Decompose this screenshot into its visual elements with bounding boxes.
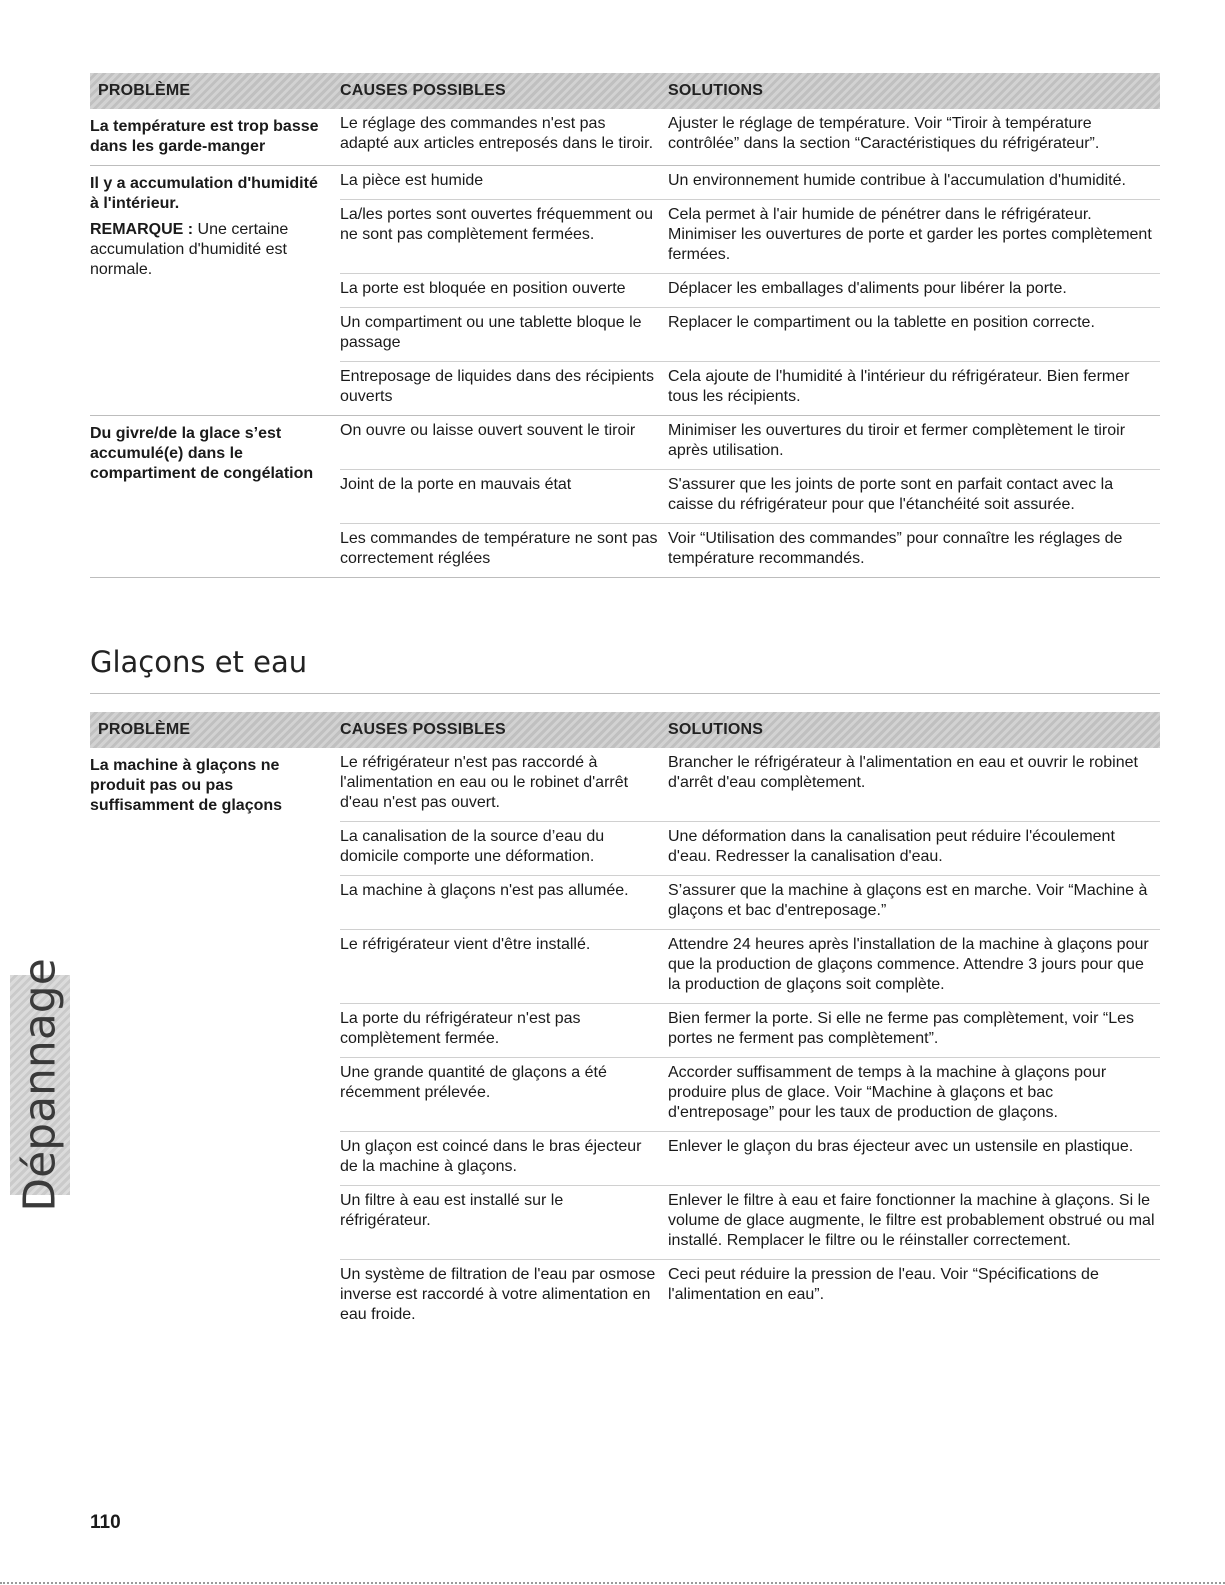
note-text: Une certaine accumulation d'humidité est normale. — [90, 221, 289, 278]
cause-cell: Joint de la porte en mauvais état — [340, 476, 572, 493]
table-row — [340, 930, 1160, 1004]
header-problem: PROBLÈME — [98, 721, 191, 738]
problem-group — [90, 109, 1160, 166]
solution-cell: Accorder suffisamment de temps à la machine à glaçons pour produire plus de glace. Voir “Machine à glaçons et bac d'entreposage” pour les taux de production de glaçons. — [668, 1064, 1107, 1121]
troubleshooting-table-1 — [90, 73, 1160, 578]
cause-cell: Un filtre à eau est installé sur le réfrigérateur. — [340, 1192, 564, 1229]
problem-note — [90, 220, 330, 280]
cause-cell: La pièce est humide — [340, 172, 484, 189]
problem-text: Il y a accumulation d'humidité à l'intérieur. — [90, 175, 318, 212]
problem-text: Du givre/de la glace s’est accumulé(e) dans le compartiment de congélation — [90, 425, 314, 482]
section-title: Glaçons et eau — [90, 645, 1160, 694]
note-label: REMARQUE : — [90, 221, 194, 238]
cause-cell: La porte du réfrigérateur n'est pas complètement fermée. — [340, 1010, 581, 1047]
problem-cell — [90, 109, 340, 165]
header-causes: CAUSES POSSIBLES — [340, 721, 506, 738]
table-row — [340, 362, 1160, 415]
problem-cell — [90, 416, 340, 577]
header-problem: PROBLÈME — [98, 82, 191, 99]
table-row — [340, 200, 1160, 274]
table-row — [340, 876, 1160, 930]
table-row — [340, 1132, 1160, 1186]
solution-cell: Ceci peut réduire la pression de l'eau. Voir “Spécifications de l'alimentation en eau”. — [668, 1266, 1099, 1303]
table-row — [340, 470, 1160, 524]
cause-cell: Un glaçon est coincé dans le bras éjecteur de la machine à glaçons. — [340, 1138, 642, 1175]
table-row — [340, 308, 1160, 362]
solution-cell: Bien fermer la porte. Si elle ne ferme pas complètement, voir “Les portes ne ferment pas complètement”. — [668, 1010, 1134, 1047]
problem-text: La machine à glaçons ne produit pas ou pas suffisamment de glaçons — [90, 757, 283, 814]
cause-cell: Le réglage des commandes n'est pas adapté aux articles entreposés dans le tiroir. — [340, 115, 654, 152]
problem-group — [90, 416, 1160, 578]
solution-cell: Déplacer les emballages d'aliments pour libérer la porte. — [668, 280, 1067, 297]
cause-cell: La machine à glaçons n'est pas allumée. — [340, 882, 629, 899]
table-row — [340, 1004, 1160, 1058]
solution-cell: S'assurer que les joints de porte sont en parfait contact avec la caisse du réfrigérateur pour que l'étanchéité soit assurée. — [668, 476, 1114, 513]
problem-cell — [90, 748, 340, 1333]
cause-cell: Le réfrigérateur vient d'être installé. — [340, 936, 591, 953]
cause-cell: La/les portes sont ouvertes fréquemment ou ne sont pas complètement fermées. — [340, 206, 654, 243]
table-row — [340, 1260, 1160, 1333]
table-row — [340, 1186, 1160, 1260]
solution-cell: Une déformation dans la canalisation peut réduire l'écoulement d'eau. Redresser la canalisation d'eau. — [668, 828, 1115, 865]
header-solutions: SOLUTIONS — [668, 82, 764, 99]
side-section-tab — [10, 958, 70, 1212]
solution-cell: Un environnement humide contribue à l'accumulation d'humidité. — [668, 172, 1126, 189]
cause-cell: La porte est bloquée en position ouverte — [340, 280, 626, 297]
cause-cell: La canalisation de la source d’eau du domicile comporte une déformation. — [340, 828, 605, 865]
solution-cell: Cela permet à l'air humide de pénétrer dans le réfrigérateur. Minimiser les ouvertures de porte et garder les portes complètement fermées. — [668, 206, 1152, 263]
troubleshooting-table-2 — [90, 712, 1160, 1333]
table-row — [340, 109, 1160, 162]
cause-cell: Le réfrigérateur n'est pas raccordé à l'alimentation en eau ou le robinet d'arrêt d'eau n'est pas ouvert. — [340, 754, 629, 811]
solution-cell: Voir “Utilisation des commandes” pour connaître les réglages de température recommandés. — [668, 530, 1123, 567]
table-row — [340, 748, 1160, 822]
solution-cell: Brancher le réfrigérateur à l'alimentation en eau et ouvrir le robinet d'arrêt d'eau complètement. — [668, 754, 1138, 791]
table-header — [90, 712, 1160, 748]
problem-group — [90, 166, 1160, 416]
table-row — [340, 1058, 1160, 1132]
header-solutions: SOLUTIONS — [668, 721, 764, 738]
solution-cell: Attendre 24 heures après l'installation de la machine à glaçons pour que la production de glaçons commence. Attendre 3 jours pour que la production de glaçons soit complète. — [668, 936, 1149, 993]
page-number: 110 — [90, 1512, 121, 1533]
table-row — [340, 166, 1160, 200]
cause-cell: Un compartiment ou une tablette bloque le passage — [340, 314, 642, 351]
table-row — [340, 822, 1160, 876]
table-row — [340, 524, 1160, 577]
solution-cell: Enlever le filtre à eau et faire fonctionner la machine à glaçons. Si le volume de glace augmente, le filtre est probablement obstrué ou mal installé. Remplacer le filtre ou le réinstaller correctement. — [668, 1192, 1155, 1249]
cause-cell: On ouvre ou laisse ouvert souvent le tiroir — [340, 422, 636, 439]
cause-cell: Les commandes de température ne sont pas correctement réglées — [340, 530, 658, 567]
table-header — [90, 73, 1160, 109]
cause-cell: Entreposage de liquides dans des récipients ouverts — [340, 368, 654, 405]
bottom-rule — [0, 1582, 1225, 1584]
solution-cell: Cela ajoute de l'humidité à l'intérieur du réfrigérateur. Bien fermer tous les récipients. — [668, 368, 1130, 405]
table-row — [340, 416, 1160, 470]
solution-cell: Replacer le compartiment ou la tablette en position correcte. — [668, 314, 1095, 331]
cause-cell: Un système de filtration de l'eau par osmose inverse est raccordé à votre alimentation en eau froide. — [340, 1266, 656, 1323]
header-causes: CAUSES POSSIBLES — [340, 82, 506, 99]
solution-cell: Minimiser les ouvertures du tiroir et fermer complètement le tiroir après utilisation. — [668, 422, 1126, 459]
problem-cell — [90, 166, 340, 415]
solution-cell: Enlever le glaçon du bras éjecteur avec un ustensile en plastique. — [668, 1138, 1134, 1155]
problem-text: La température est trop basse dans les garde-manger — [90, 118, 319, 155]
side-tab-label: Dépannage — [14, 958, 66, 1212]
table-row — [340, 274, 1160, 308]
cause-cell: Une grande quantité de glaçons a été récemment prélevée. — [340, 1064, 607, 1101]
solution-cell: Ajuster le réglage de température. Voir “Tiroir à température contrôlée” dans la section “Caractéristiques du réfrigérateur”. — [668, 115, 1100, 152]
problem-group — [90, 748, 1160, 1333]
solution-cell: S’assurer que la machine à glaçons est en marche. Voir “Machine à glaçons et bac d'entreposage.” — [668, 882, 1148, 919]
